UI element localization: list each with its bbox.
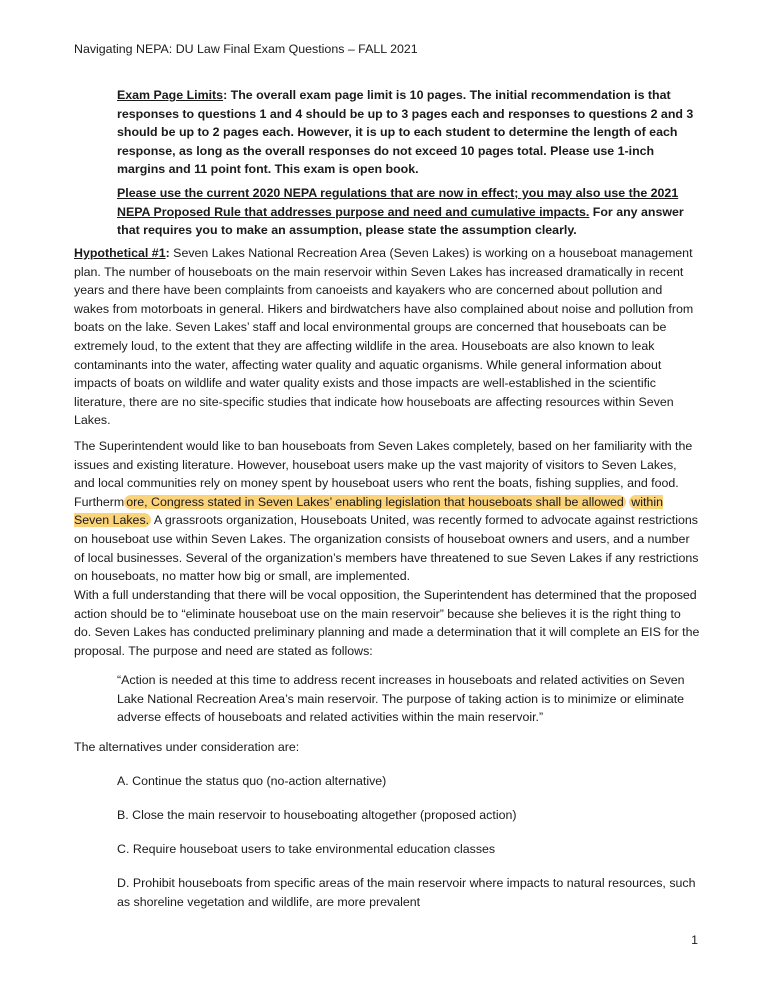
page-header: Navigating NEPA: DU Law Final Exam Questions – FALL 2021 — [74, 42, 418, 56]
alternative-c-text: C. Require houseboat users to take environmental education classes — [117, 842, 496, 856]
hypothetical-paragraph-3 — [74, 586, 700, 660]
paragraph-2-end: A grassroots organization, Houseboats United, was recently formed to advocate against restrictions on houseboat use within Seven Lakes. The organization consists of houseboat owners and users, and a number of local businesses. Several of the organization’s members have threatened to sue Seven Lakes if any restrictions on houseboats, no matter how big or small, are implemented. — [74, 513, 699, 584]
hypothetical-text-1: Seven Lakes National Recreation Area (Seven Lakes) is working on a houseboat management plan. The number of houseboats on the main reservoir within Seven Lakes has increased dramatically in recent years and there have been complaints from canoeists and kayakers who are concerned about pollution and wakes from motorboats in general. Hikers and birdwatchers have also complained about noise and pollution from boats on the lake. Seven Lakes’ staff and local environmental groups are concerned that houseboats can be extremely loud, to the extent that they are affecting wildlife in the area. Houseboats are also known to leak contaminants into the water, affecting water quality and aquatic organisms. While general information about impacts of boats on wildlife and water quality exists and those impacts are well-established in the scientific literature, there are no site-specific studies that indicate how houseboats are affecting resources within Seven Lakes. — [74, 246, 694, 428]
alternative-b — [117, 806, 700, 825]
regulations-paragraph — [117, 184, 700, 240]
alternative-d — [117, 874, 700, 911]
hypothetical-label: Hypothetical #1 — [74, 246, 166, 260]
alternative-b-text: B. Close the main reservoir to houseboating altogether (proposed action) — [117, 808, 517, 822]
quote-text: “Action is needed at this time to address recent increases in houseboats and related activities on Seven Lake National Recreation Area’s main reservoir. The purpose of taking action is to minimize or eliminate adverse effects of houseboats and related activities within the main reservoir.” — [117, 673, 685, 725]
paragraph-2-start: The Superintendent would like to ban houseboats from Seven Lakes completely, based on her familiarity with the issues and existing literature. However, houseboat users make up the vast majority of visitors to Seven Lakes, and local communities rely on money spent by houseboat users who rent the boats, fishing supplies, and food. Furtherm — [74, 439, 693, 509]
purpose-and-need-quote — [117, 671, 700, 727]
hypothetical-paragraph-2 — [74, 437, 700, 586]
alternative-c — [117, 840, 700, 859]
highlighted-text-line-1: ore, Congress stated in Seven Lakes’ enabling legislation that houseboats shall be allowed — [126, 494, 624, 509]
highlighted-text-line-2: within Seven Lakes. — [74, 494, 663, 528]
alternatives-intro-text: The alternatives under consideration are: — [74, 740, 300, 754]
alternatives-intro — [74, 738, 700, 757]
exam-page-limits-title: Exam Page Limits — [117, 88, 224, 102]
alternative-a — [117, 772, 700, 791]
alternative-d-text: D. Prohibit houseboats from specific areas of the main reservoir where impacts to natural resources, such as shoreline vegetation and wildlife, are more prevalent — [117, 876, 696, 909]
exam-page-limits-paragraph — [117, 86, 700, 179]
regulations-underlined-text: Please use the current 2020 NEPA regulations that are now in effect; you may also use the 2021 NEPA Proposed Rule that addresses purpose and need and cumulative impacts. — [117, 186, 679, 219]
paragraph-3-text: With a full understanding that there will be vocal opposition, the Superintendent has determined that the proposed action should be to “eliminate houseboat use on the main reservoir” because she believes it is the right thing to do. Seven Lakes has conducted preliminary planning and made a determination that it will complete an EIS for the proposal. The purpose and need are stated as follows: — [74, 588, 700, 658]
hypothetical-paragraph-1 — [74, 244, 700, 430]
alternative-a-text: A. Continue the status quo (no-action alternative) — [117, 774, 387, 788]
page-number: 1 — [691, 933, 698, 947]
hypothetical-colon: : — [165, 246, 170, 260]
exam-page-limits-text: : The overall exam page limit is 10 pages. The initial recommendation is that responses to questions 1 and 4 should be up to 3 pages each and responses to questions 2 and 3 should be up to 2 pages each. However, it is up to each student to determine the length of each response, as long as the overall responses do not exceed 10 pages total. Please use 1-inch margins and 11 point font. This exam is open book. — [117, 88, 694, 177]
regulations-rest-text: For any answer that requires you to make an assumption, please state the assumption clearly. — [117, 204, 684, 238]
